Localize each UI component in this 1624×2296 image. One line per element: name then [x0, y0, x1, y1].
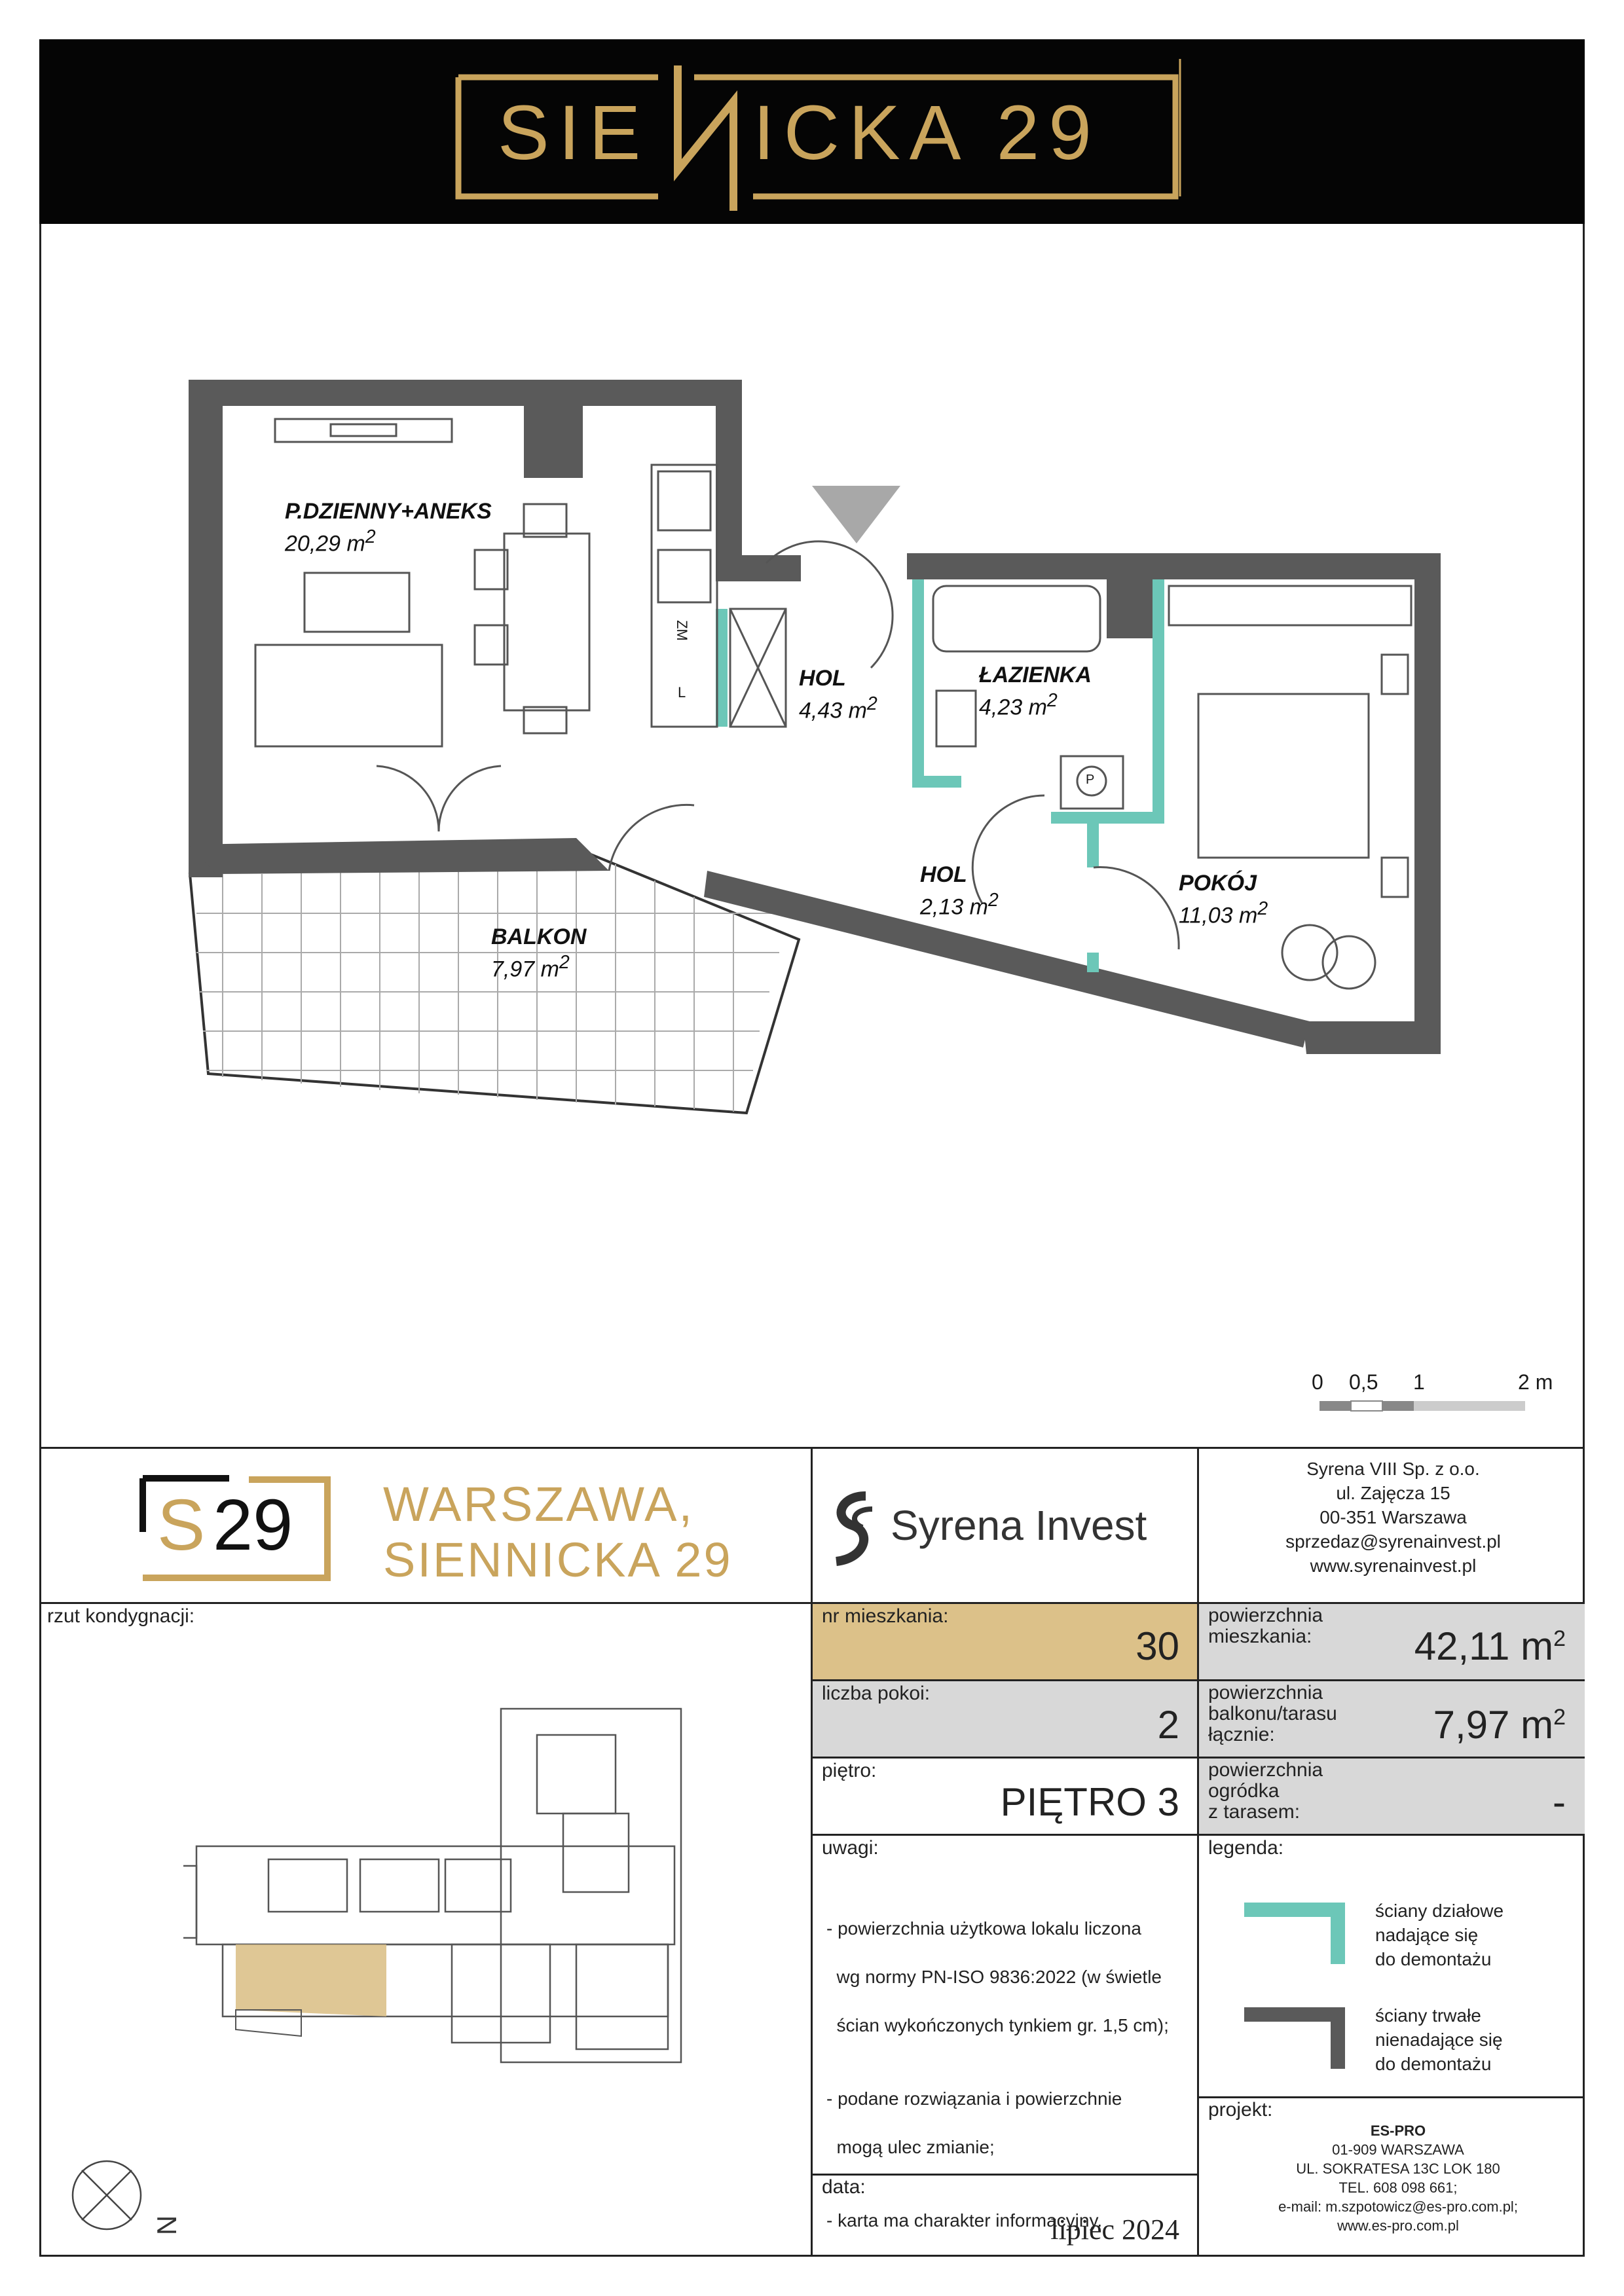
scale-label-2: 2 m [1518, 1370, 1553, 1394]
contact-company: Syrena VIII Sp. z o.o. [1306, 1459, 1480, 1479]
area-value: 42,11 $m^2$ [1414, 1624, 1566, 1668]
floor-key-plan [170, 1696, 694, 2069]
compass-icon [69, 2157, 147, 2236]
note-4: - podane rozwiązania i powierzchnie [826, 2088, 1122, 2109]
note-6: - karta ma charakter informacyjny. [826, 2210, 1103, 2231]
developer-contact [1202, 1457, 1585, 1578]
legend-permanent-1: ściany trwałe [1375, 2005, 1481, 2026]
contact-website[interactable]: www.syrenainvest.pl [1310, 1556, 1477, 1576]
projekt-email[interactable]: e-mail: m.szpotowicz@es-pro.com.pl; [1278, 2198, 1518, 2215]
legend-permanent-3: do demontażu [1375, 2054, 1492, 2074]
scale-label-1: 1 [1413, 1370, 1425, 1394]
fridge-label: ZM [673, 620, 690, 641]
balcony-label-2: balkonu/tarasu [1208, 1703, 1337, 1724]
scale-label-05: 0,5 [1349, 1370, 1378, 1394]
floor-value: PIĘTRO 3 [1000, 1780, 1179, 1824]
garden-label-3: z tarasem: [1208, 1801, 1301, 1823]
scale-label-0: 0 [1312, 1370, 1323, 1394]
room-living: P.DZIENNY+ANEKS 20,29 $m^2$ [285, 499, 492, 556]
date-value: lipiec 2024 [1050, 2214, 1179, 2246]
apartment-no: 30 [1135, 1624, 1179, 1668]
area-label-2: mieszkania: [1208, 1626, 1312, 1647]
uwagi-notes [826, 1892, 1169, 2257]
contact-street: ul. Zajęcza 15 [1336, 1483, 1450, 1503]
contact-city: 00-351 Warszawa [1320, 1507, 1467, 1527]
legend-partition [1375, 1899, 1504, 1971]
brand-title-right: ICKA 29 [753, 90, 1101, 176]
uwagi-label: uwagi: [822, 1837, 879, 1859]
room-bathroom: ŁAZIENKA 4,23 $m^2$ [979, 663, 1092, 720]
location-line-1: WARSZAWA, [383, 1477, 695, 1531]
note-1: - powierzchnia użytkowa lokalu liczona [826, 1918, 1141, 1939]
legenda-label: legenda: [1208, 1837, 1284, 1859]
legend-permanent [1375, 2003, 1503, 2076]
table-line-b [811, 1757, 1585, 1758]
projekt-label: projekt: [1208, 2099, 1273, 2121]
brand-title-left: SIE [498, 90, 650, 176]
note-5: mogą ulec zmianie; [826, 2137, 995, 2157]
projekt-name: ES-PRO [1370, 2123, 1426, 2139]
projekt-phone: TEL. 608 098 661; [1338, 2179, 1458, 2196]
room-hall-1: HOL 4,43 $m^2$ [799, 666, 877, 723]
legend-permanent-2: nienadające się [1375, 2030, 1503, 2050]
note-2: wg normy PN-ISO 9836:2022 (w świetle [826, 1967, 1162, 1987]
garden-label-2: ogródka [1208, 1780, 1280, 1802]
s29-logo-letter: S [157, 1485, 206, 1565]
area-label-1: powierzchnia [1208, 1605, 1323, 1626]
boiler-label: P [1086, 773, 1095, 787]
projekt-info [1211, 2121, 1585, 2235]
balcony-value: 7,97 $m^2$ [1433, 1703, 1566, 1747]
table-line-c [811, 1834, 1585, 1836]
s29-logo-number: 29 [213, 1485, 293, 1565]
legend-partition-1: ściany działowe [1375, 1901, 1504, 1921]
contact-email[interactable]: sprzedaz@syrenainvest.pl [1285, 1531, 1501, 1552]
location-line-2: SIENNICKA 29 [383, 1533, 733, 1587]
developer-name: Syrena Invest [891, 1502, 1147, 1549]
wardrobe-label: L [678, 684, 686, 701]
data-label: data: [822, 2176, 866, 2198]
garden-label-1: powierzchnia [1208, 1759, 1323, 1781]
table-line-a [811, 1679, 1585, 1681]
projekt-website[interactable]: www.es-pro.com.pl [1337, 2217, 1459, 2234]
room-bedroom: POKÓJ 11,03 $m^2$ [1179, 871, 1268, 928]
legend-partition-3: do demontażu [1375, 1949, 1492, 1969]
permanent-wall-legend-icon [1241, 2007, 1346, 2072]
apartment-no-label: nr mieszkania: [822, 1605, 949, 1627]
balcony-label-3: łącznie: [1208, 1724, 1275, 1745]
vline-1 [811, 1447, 813, 2257]
balcony-label-1: powierzchnia [1208, 1682, 1323, 1704]
data-line [811, 2174, 1197, 2176]
rooms-label: liczba pokoi: [822, 1683, 931, 1704]
partition-wall-legend-icon [1241, 1902, 1346, 1967]
room-hall-2: HOL 2,13 $m^2$ [920, 862, 999, 919]
floor-label: piętro: [822, 1760, 877, 1781]
projekt-line [1197, 2096, 1585, 2098]
scale-bar [1320, 1401, 1525, 1411]
rzut-label: rzut kondygnacji: [47, 1605, 195, 1627]
rooms-count: 2 [1157, 1703, 1179, 1747]
vline-2 [1197, 1447, 1199, 2257]
projekt-city: 01-909 WARSZAWA [1332, 2141, 1464, 2158]
projekt-street: UL. SOKRATESA 13C LOK 180 [1296, 2160, 1500, 2177]
garden-value: - [1553, 1780, 1566, 1824]
legend-partition-2: nadające się [1375, 1925, 1479, 1945]
room-balcony: BALKON 7,97 $m^2$ [491, 924, 587, 981]
syrena-logo-icon [826, 1489, 879, 1568]
note-3: ścian wykończonych tynkiem gr. 1,5 cm); [826, 2015, 1169, 2035]
north-label: N [151, 2215, 183, 2236]
entrance-arrow-icon [812, 486, 900, 543]
